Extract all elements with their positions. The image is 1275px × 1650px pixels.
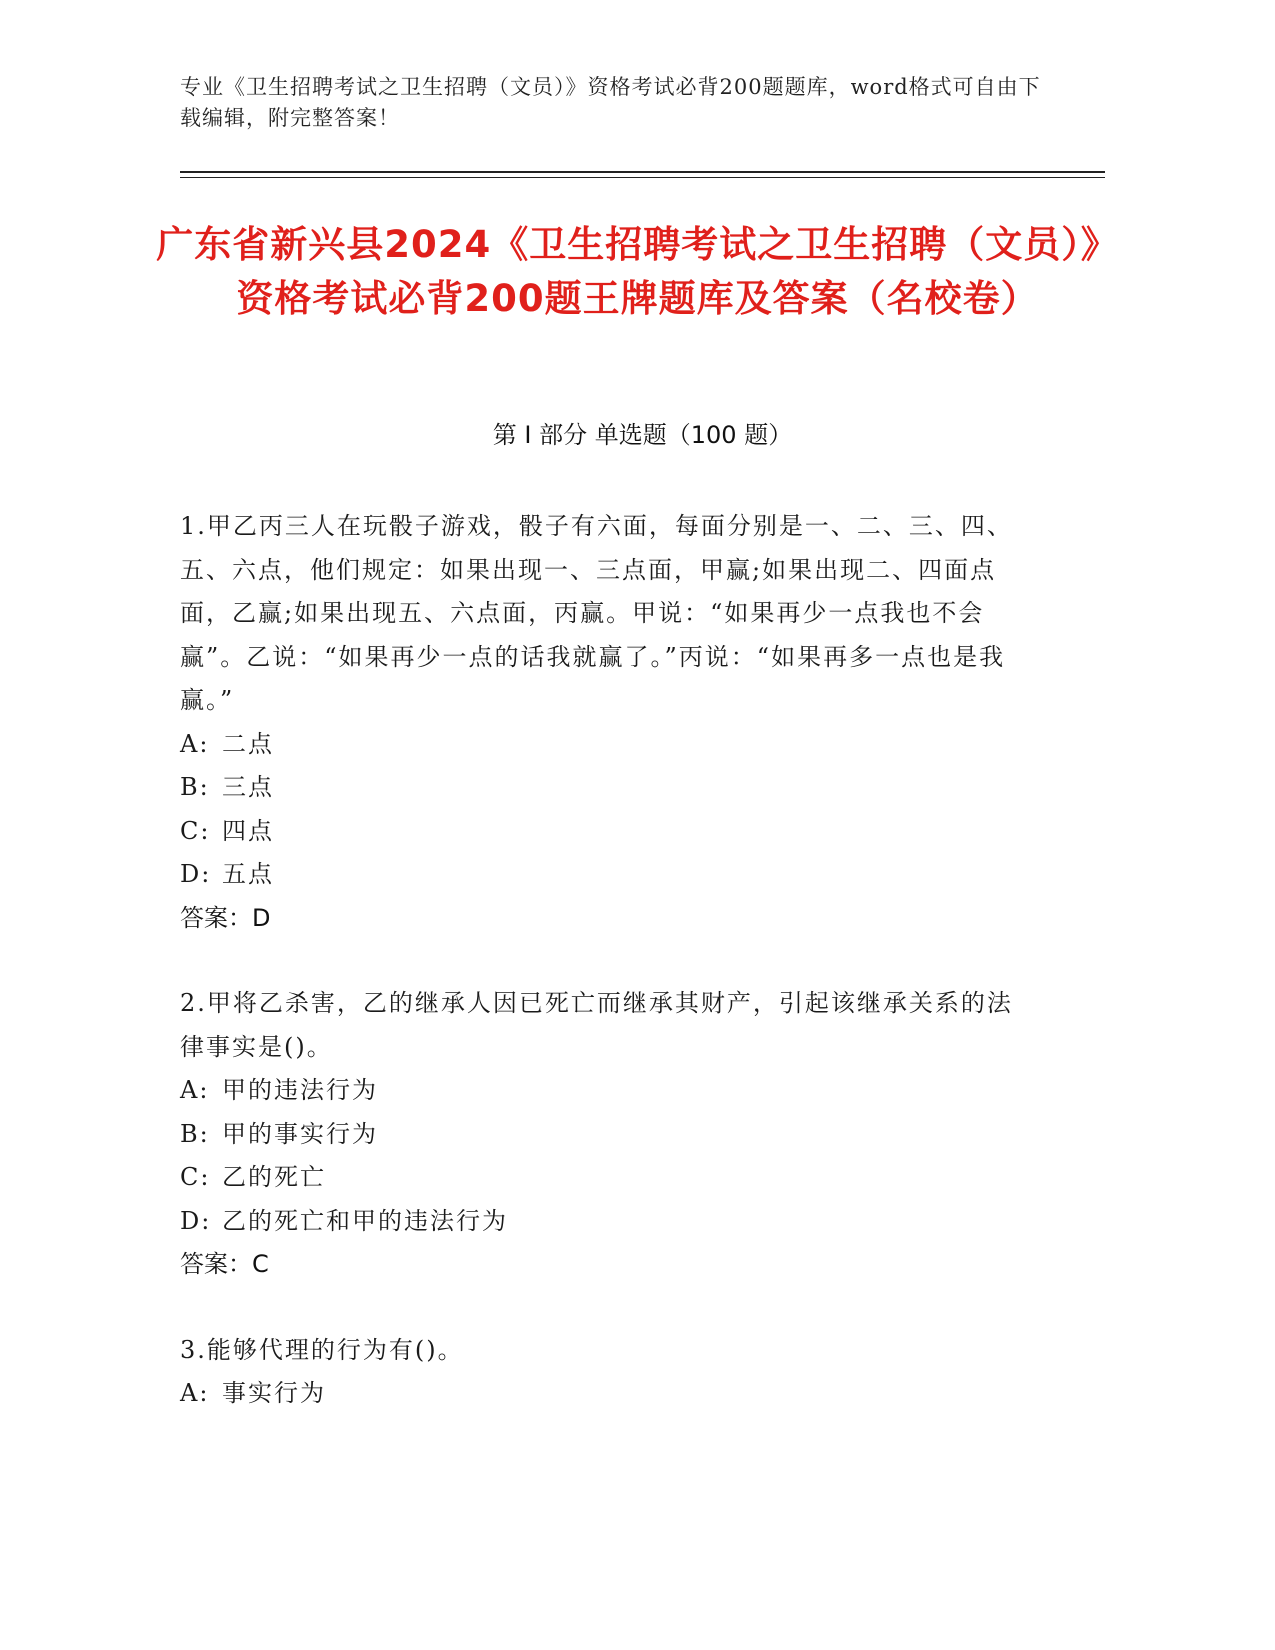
question-text: 2.甲将乙杀害，乙的继承人因已死亡而继承其财产，引起该继承关系的法律事实是()。	[180, 989, 1013, 1061]
option-text: 二点	[222, 729, 274, 758]
option-d	[180, 1200, 1030, 1244]
question-text: 3.能够代理的行为有()。	[180, 1335, 464, 1364]
option-text: 五点	[222, 860, 274, 888]
header-rule-thin	[180, 177, 1105, 178]
option-letter: D:	[180, 1206, 212, 1235]
option-letter: B:	[180, 773, 210, 801]
option-a	[180, 1069, 1030, 1113]
option-letter: C:	[180, 1163, 211, 1191]
option-b	[180, 1113, 1030, 1157]
document-title: 广东省新兴县2024《卫生招聘考试之卫生招聘（文员）》资格考试必背200题王牌题库及答案（名校卷）	[156, 223, 1119, 320]
answer-label: 答案：D	[180, 903, 271, 932]
option-letter: A:	[180, 1076, 210, 1104]
option-text: 四点	[222, 816, 274, 845]
option-letter: A:	[180, 729, 210, 758]
option-text: 甲的事实行为	[222, 1119, 378, 1148]
question-list	[180, 505, 1030, 1458]
question-item	[180, 505, 1030, 940]
option-a	[180, 1372, 1030, 1416]
answer-label: 答案：C	[180, 1250, 269, 1278]
option-c	[180, 810, 1030, 854]
option-c	[180, 1156, 1030, 1200]
option-letter: C:	[180, 816, 211, 845]
question-text: 1.甲乙丙三人在玩骰子游戏，骰子有六面，每面分别是一、二、三、四、五、六点，他们规定：如果出现一、三点面，甲赢;如果出现二、四面点面，乙赢;如果出现五、六点面，丙赢。甲说：“如果再少一点我也不会赢”。乙说：“如果再少一点的话我就赢了。”丙说：“如果再多一点也是我赢。”	[180, 512, 1013, 714]
option-text: 乙的死亡和甲的违法行为	[222, 1206, 508, 1235]
option-letter: B:	[180, 1119, 210, 1148]
option-letter: D:	[180, 860, 212, 888]
option-text: 甲的违法行为	[222, 1076, 378, 1104]
question-item	[180, 1329, 1030, 1416]
option-text: 乙的死亡	[222, 1163, 326, 1191]
option-a	[180, 723, 1030, 767]
option-text: 三点	[222, 773, 274, 801]
option-b	[180, 766, 1030, 810]
option-text: 事实行为	[222, 1379, 326, 1407]
section-title: 第 I 部分 单选题（100 题）	[492, 421, 793, 449]
option-letter: A:	[180, 1379, 210, 1407]
header-rule-thick	[180, 171, 1105, 173]
option-d	[180, 853, 1030, 897]
header-note: 专业《卫生招聘考试之卫生招聘（文员）》资格考试必背200题题库，word格式可自由下载编辑，附完整答案！	[180, 75, 1041, 130]
question-item	[180, 982, 1030, 1287]
